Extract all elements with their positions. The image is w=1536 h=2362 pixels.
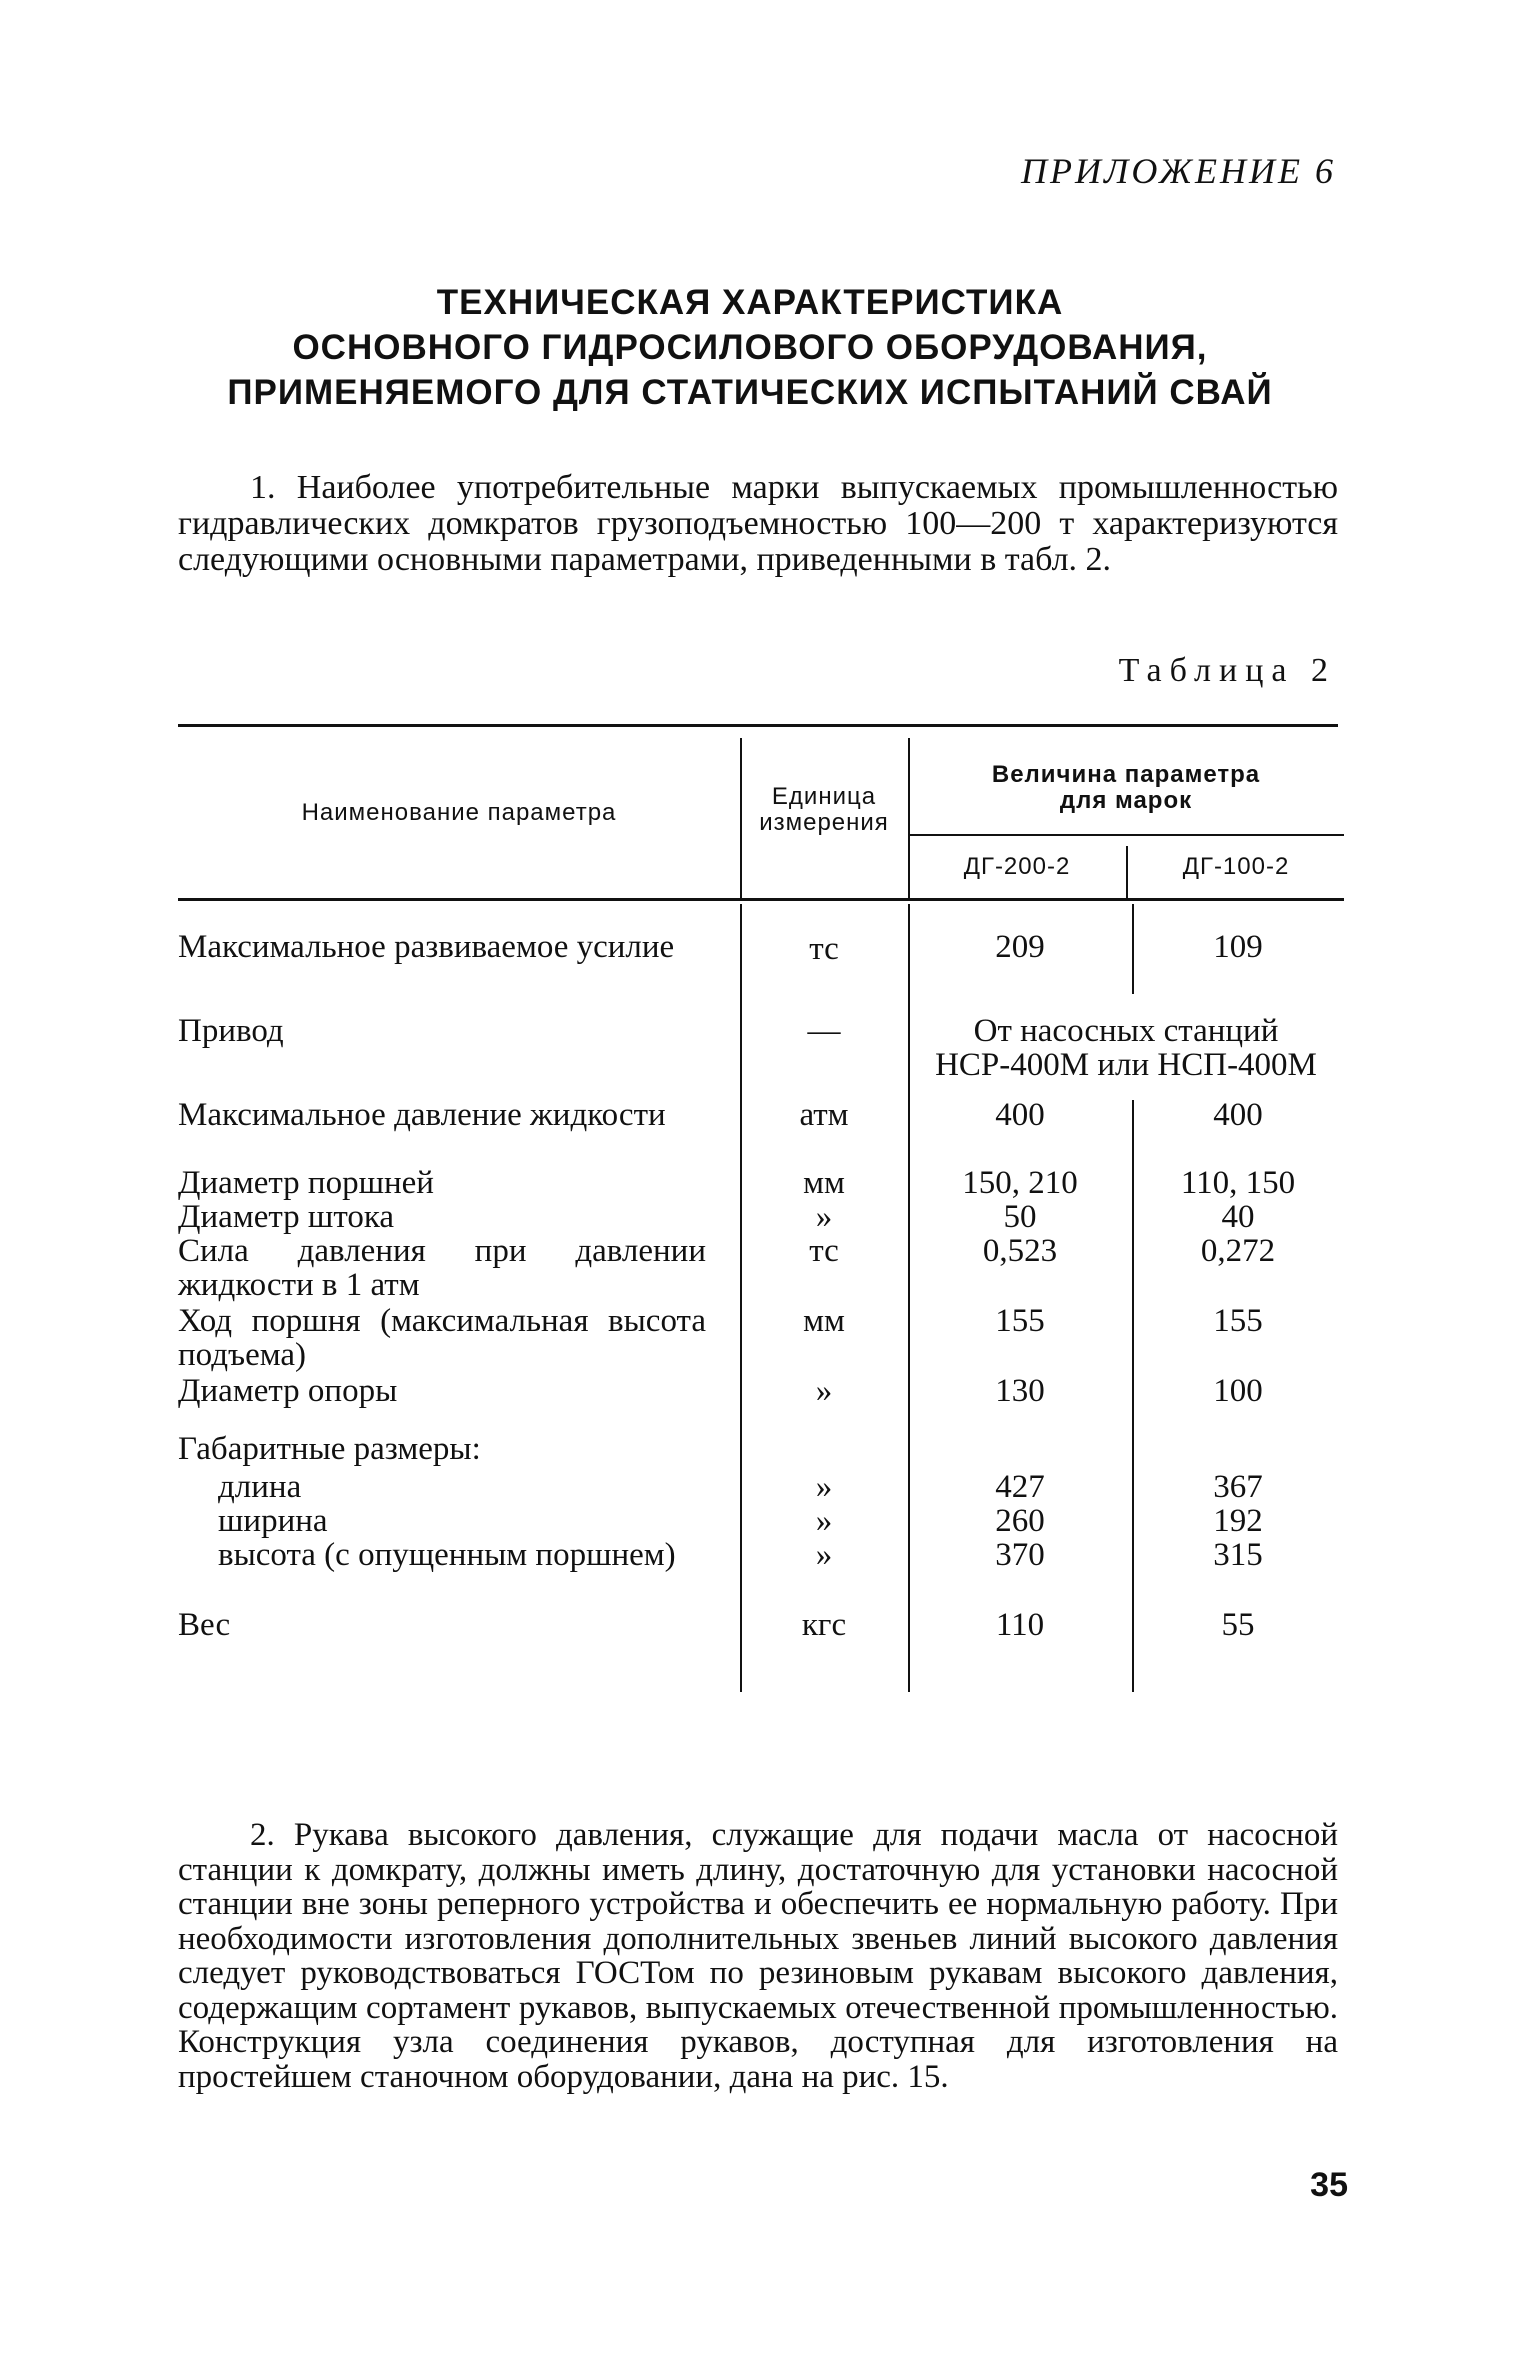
table-caption: Таблица 2: [1118, 652, 1336, 689]
row-value-1: 400: [995, 1097, 1045, 1133]
row-name: Сила давления при давлении жидкости в 1 атм: [178, 1233, 706, 1303]
row-name: Диаметр штока: [178, 1199, 394, 1235]
header-brand-2: ДГ-100-2: [1182, 853, 1290, 880]
row-unit: мм: [803, 1303, 845, 1339]
row-name: Диаметр поршней: [178, 1165, 434, 1201]
row-value-2: 400: [1213, 1097, 1263, 1133]
row-unit: кгс: [801, 1607, 847, 1643]
row-value-2: 367: [1213, 1469, 1263, 1505]
header-unit: Единица измерения: [759, 783, 889, 836]
brands-rule: [908, 834, 1344, 836]
row-unit: »: [815, 1537, 833, 1573]
row-name: Ход поршня (максимальная высота подъема): [178, 1303, 706, 1373]
header-name: Наименование параметра: [301, 799, 617, 826]
row-unit: тс: [809, 931, 839, 967]
row-name: Диаметр опоры: [178, 1373, 398, 1409]
row-value-2: 55: [1221, 1607, 1255, 1643]
row-name: ширина: [218, 1503, 328, 1539]
title-line-2: ОСНОВНОГО ГИДРОСИЛОВОГО ОБОРУДОВАНИЯ,: [292, 328, 1208, 367]
header-value: Величина параметра для марок: [991, 761, 1261, 814]
row-value-2: 0,272: [1200, 1233, 1276, 1269]
row-value-1: 130: [995, 1373, 1045, 1409]
row-unit: —: [807, 1013, 841, 1049]
row-group-heading: Габаритные размеры:: [178, 1431, 481, 1467]
parameters-table: [178, 724, 1344, 1700]
paragraph-1: 1. Наиболее употребительные марки выпускаемых промышленностью гидравлических домкратов грузоподъемностью 100—200 т характеризуются следующими основными параметрами, приведенными в табл. 2.: [178, 469, 1338, 578]
row-name: Вес: [178, 1607, 231, 1643]
row-unit: атм: [799, 1097, 849, 1133]
table-top-rule: [178, 724, 1338, 727]
row-value-1: 370: [995, 1537, 1045, 1573]
row-value-1: 155: [995, 1303, 1045, 1339]
appendix-label: ПРИЛОЖЕНИЕ 6: [1021, 151, 1336, 191]
document-title: [150, 280, 1350, 415]
row-unit: »: [815, 1503, 833, 1539]
row-unit: тс: [809, 1233, 839, 1269]
row-value-2: 100: [1213, 1373, 1263, 1409]
title-line-3: ПРИМЕНЯЕМОГО ДЛЯ СТАТИЧЕСКИХ ИСПЫТАНИЙ СВАЙ: [227, 373, 1273, 412]
row-name: Максимальное развиваемое усилие: [178, 929, 675, 965]
title-line-1: ТЕХНИЧЕСКАЯ ХАРАКТЕРИСТИКА: [436, 283, 1064, 322]
row-unit: »: [815, 1199, 833, 1235]
row-unit: мм: [803, 1165, 845, 1201]
row-value-2: 155: [1213, 1303, 1263, 1339]
row-value-1: 0,523: [982, 1233, 1058, 1269]
row-name: длина: [218, 1469, 302, 1505]
page-number: 35: [1310, 2166, 1348, 2204]
row-value-2: 40: [1221, 1199, 1255, 1235]
row-name: Привод: [178, 1013, 284, 1049]
row-value-2: 109: [1213, 929, 1263, 965]
row-value-1: 150, 210: [962, 1165, 1078, 1201]
row-unit: »: [815, 1373, 833, 1409]
paragraph-2: 2. Рукава высокого давления, служащие для подачи масла от насосной станции к домкрату, должны иметь длину, достаточную для установки насосной станции вне зоны реперного устройства и обеспечить ее нормальную работу. При необходимости изготовления дополнительных звеньев линий высокого давления следует руководствоваться ГОСТом по резиновым рукавам высокого давления, содержащим сортамент рукавов, выпускаемых отечественной промышленностью. Конструкция узла соединения рукавов, доступная для изготовления на простейшем станочном оборудовании, дана на рис. 15.: [178, 1817, 1338, 2095]
row-value-1: 260: [995, 1503, 1045, 1539]
row-value-2: 110, 150: [1180, 1165, 1296, 1201]
row-value-1: 110: [995, 1607, 1045, 1643]
row-name: высота (с опущенным поршнем): [218, 1537, 676, 1573]
table-header-rule: [178, 898, 1344, 901]
row-unit: »: [815, 1469, 833, 1505]
row-value-2: 192: [1213, 1503, 1263, 1539]
row-value-1: 50: [1003, 1199, 1037, 1235]
row-value-2: 315: [1213, 1537, 1263, 1573]
row-span-value: От насосных станций НСР-400М или НСП-400М: [935, 1013, 1317, 1083]
row-value-1: 427: [995, 1469, 1045, 1505]
row-value-1: 209: [995, 929, 1045, 965]
header-brand-1: ДГ-200-2: [963, 853, 1071, 880]
row-name: Максимальное давление жидкости: [178, 1097, 666, 1133]
